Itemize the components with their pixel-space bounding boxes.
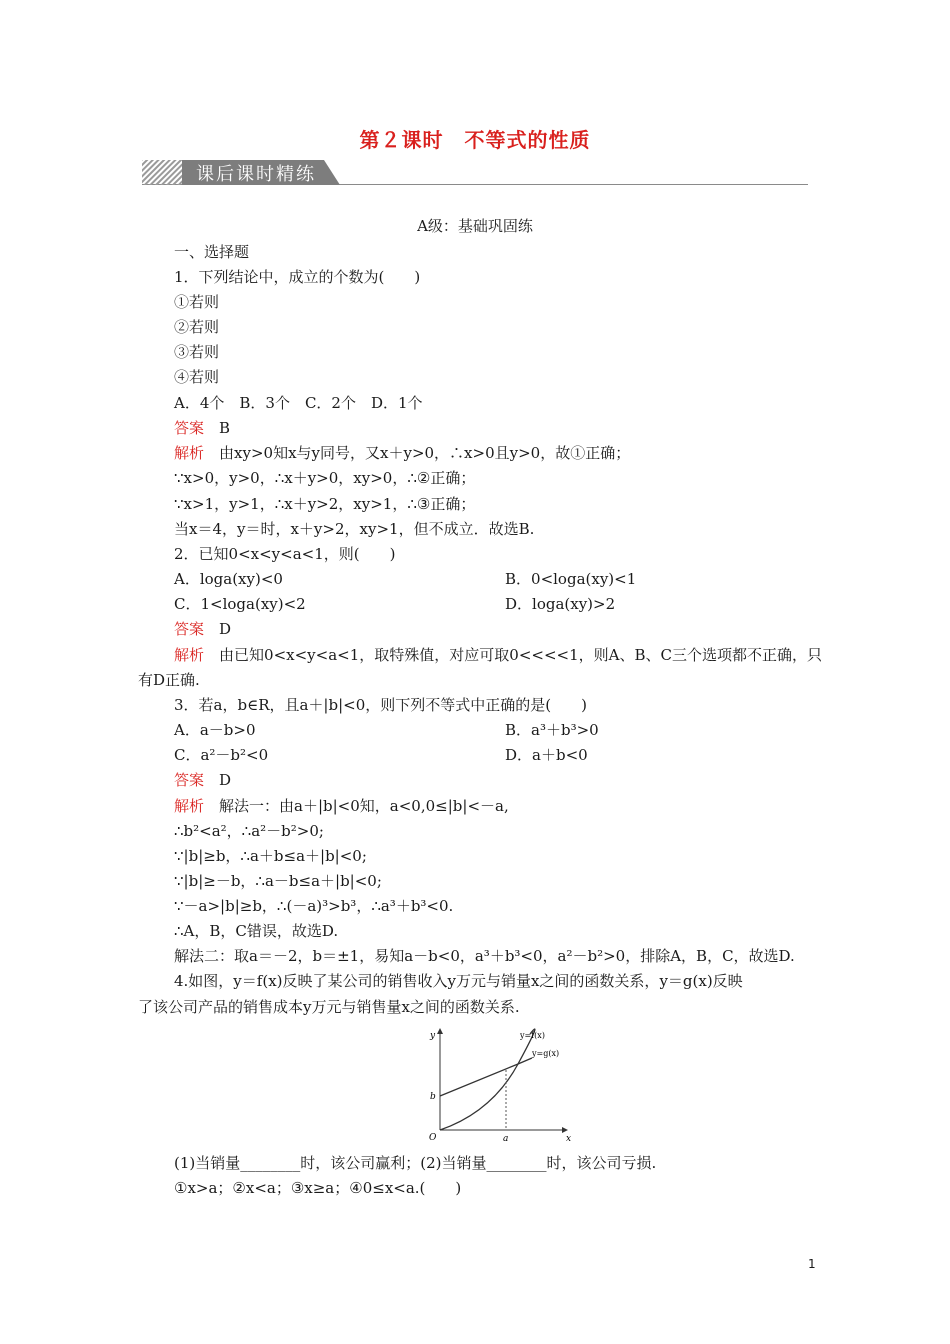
x-axis-label: x	[566, 1134, 572, 1144]
q3-analysis-2: ∴b²<a²，∴a²－b²>0;	[174, 822, 324, 840]
x-axis-arrow	[562, 1127, 568, 1133]
a-label: a	[503, 1134, 509, 1144]
q3-option-d: D．a＋b<0	[505, 746, 588, 764]
q1-item-2: ②若则	[174, 318, 220, 336]
function-graph	[422, 1026, 574, 1146]
page-title: 第２课时 不等式的性质	[359, 128, 591, 152]
answer-value: D	[219, 620, 232, 638]
analysis-text: 由已知0<x<y<a<1，取特殊值，对应可取0<<<<1，则A、B、C三个选项都不正确，只	[219, 646, 822, 664]
f-label: y=f(x)	[520, 1031, 545, 1040]
page-number: 1	[808, 1257, 816, 1271]
q2-stem: 2．已知0<x<y<a<1，则( )	[174, 545, 396, 563]
q4-choices: ①x>a；②x<a；③x≥a；④0≤x<a.( )	[174, 1179, 462, 1197]
q1-analysis-1	[174, 443, 630, 463]
q3-stem: 3．若a，b∈R，且a＋|b|<0，则下列不等式中正确的是( )	[174, 696, 587, 714]
answer-label: 答案	[174, 771, 205, 789]
y-axis-arrow	[437, 1028, 443, 1034]
q2-analysis-1	[174, 645, 822, 665]
banner-label: 课后课时精练	[196, 164, 316, 185]
q2-option-d: D．loga(xy)>2	[505, 595, 616, 613]
q1-item-1: ①若则	[174, 293, 220, 311]
section-heading: 一、选择题	[174, 243, 250, 261]
q3-analysis-5: ∵－a>|b|≥b，∴(－a)³>b³，∴a³＋b³<0.	[174, 897, 454, 915]
q1-options: A．4个 B．3个 C．2个 D．1个	[174, 394, 423, 412]
q1-analysis-2: ∵x>0，y>0，∴x＋y>0，xy>0，∴②正确；	[174, 469, 476, 487]
analysis-text: 解法一：由a＋|b|<0知，a<0,0≤|b|<－a,	[219, 797, 509, 815]
y-axis-label: y	[430, 1031, 436, 1041]
answer-value: D	[219, 771, 232, 789]
q2-option-b: B．0<loga(xy)<1	[505, 570, 637, 588]
q2-option-a: A．loga(xy)<0	[174, 570, 283, 588]
q3-answer	[174, 770, 231, 790]
g-label: y=g(x)	[532, 1049, 560, 1058]
b-label: b	[430, 1092, 436, 1102]
answer-label: 答案	[174, 419, 205, 437]
q3-analysis-7: 解法二：取a＝－2，b＝±1，易知a－b<0，a³＋b³<0，a²－b²>0，排除A，B，C，故选D.	[174, 947, 795, 965]
origin-label: O	[429, 1133, 437, 1143]
level-heading: A级：基础巩固练	[417, 217, 533, 235]
q1-item-4: ④若则	[174, 368, 220, 386]
section-banner	[142, 158, 808, 188]
q1-analysis-4: 当x＝4，y＝时，x＋y>2，xy>1，但不成立．故选B.	[174, 520, 535, 538]
q1-answer	[174, 418, 230, 438]
analysis-label: 解析	[174, 646, 205, 664]
q3-option-a: A．a－b>0	[174, 721, 256, 739]
q3-analysis-3: ∵|b|≥b，∴a＋b≤a＋|b|<0;	[174, 847, 367, 865]
q3-option-c: C．a²－b²<0	[174, 746, 269, 764]
q1-item-3: ③若则	[174, 343, 220, 361]
q3-analysis-6: ∴A，B，C错误，故选D.	[174, 922, 339, 940]
analysis-label: 解析	[174, 444, 205, 462]
answer-label: 答案	[174, 620, 205, 638]
q2-option-c: C．1<loga(xy)<2	[174, 595, 306, 613]
f-curve	[440, 1029, 535, 1130]
q2-answer	[174, 619, 231, 639]
q1-analysis-3: ∵x>1，y>1，∴x＋y>2，xy>1，∴③正确；	[174, 495, 476, 513]
q4-stem-2: 了该公司产品的销售成本y万元与销售量x之间的函数关系.	[138, 998, 520, 1016]
q3-analysis-1	[174, 796, 509, 816]
q1-stem: 1．下列结论中，成立的个数为( )	[174, 268, 421, 286]
q3-option-b: B．a³＋b³>0	[505, 721, 599, 739]
analysis-label: 解析	[174, 797, 205, 815]
q2-analysis-2: 有D正确.	[138, 671, 200, 689]
q3-analysis-4: ∵|b|≥－b，∴a－b≤a＋|b|<0;	[174, 872, 382, 890]
q4-fill: (1)当销量________时，该公司赢利；(2)当销量________时，该公司亏损.	[174, 1154, 657, 1172]
analysis-text: 由xy>0知x与y同号，又x＋y>0，∴x>0且y>0，故①正确；	[219, 444, 631, 462]
q4-stem-1: 4.如图，y＝f(x)反映了某公司的销售收入y万元与销量x之间的函数关系，y＝g(x)反映	[174, 972, 743, 990]
answer-value: B	[219, 419, 231, 437]
